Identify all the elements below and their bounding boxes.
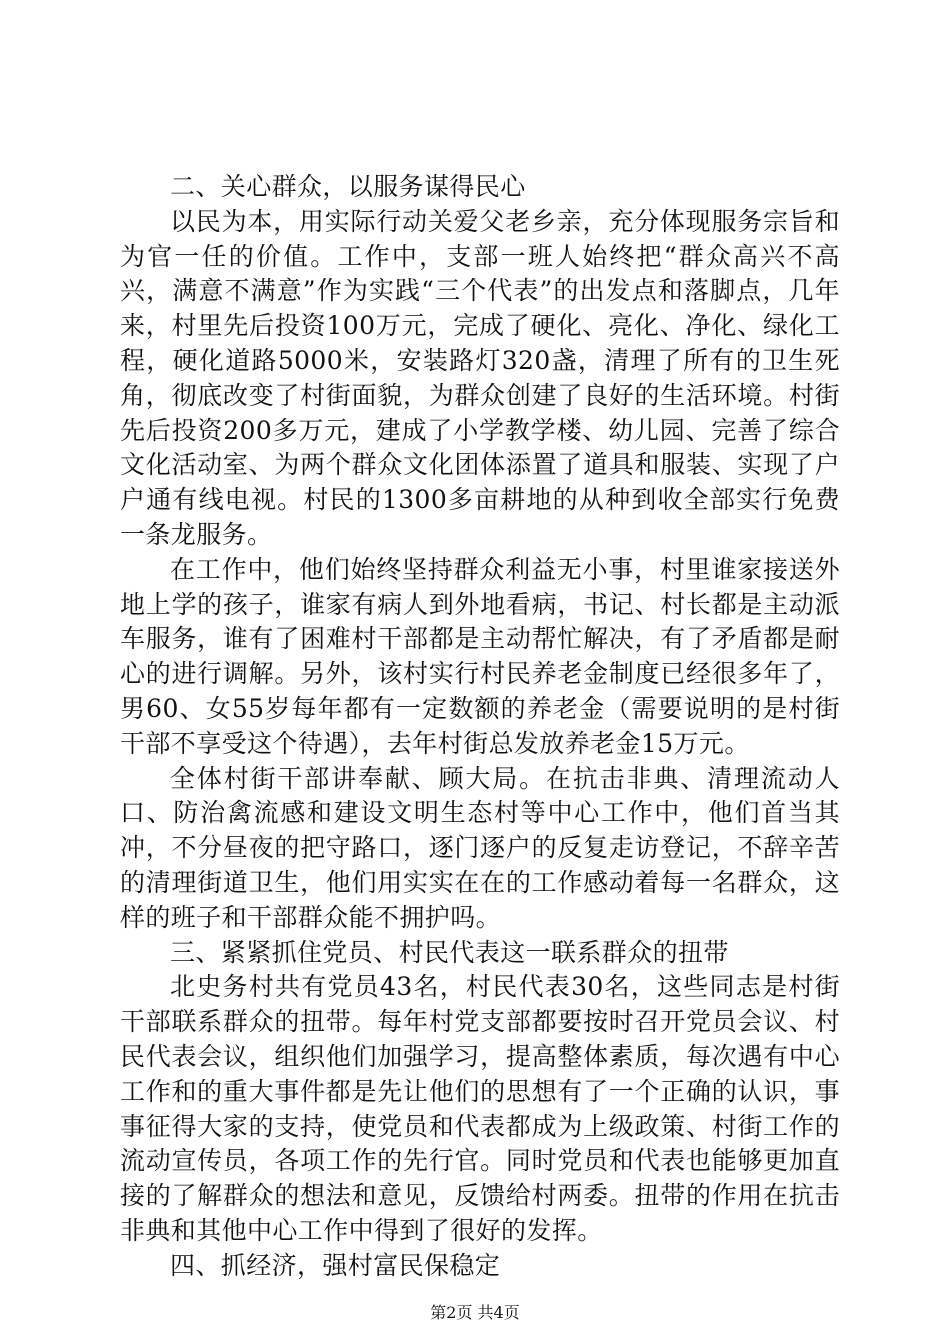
paragraph: 在工作中，他们始终坚持群众利益无小事，村里谁家接送外地上学的孩子，谁家有病人到外地看病，书记、村长都是主动派车服务，谁有了困难村干部都是主动帮忙解决，有了矛盾都是耐心的进行调解。另外，该村实行村民养老金制度已经很多年了，男60、女55岁每年都有一定数额的养老金（需要说明的是村街干部不享受这个待遇），去年村街总发放养老金15万元。 [120,554,840,758]
section-heading-4: 四、抓经济，强村富民保稳定 [170,1250,501,1280]
page-number-footer: 第2页 共4页 [430,1303,520,1322]
paragraph: 全体村街干部讲奉献、顾大局。在抗击非典、清理流动人口、防治禽流感和建设文明生态村等中心工作中，他们首当其冲，不分昼夜的把守路口，逐门逐户的反复走访登记，不辞辛苦的清理街道卫生，他们用实实在在的工作感动着每一名群众，这样的班子和干部群众能不拥护吗。 [120,763,840,932]
paragraph: 以民为本，用实际行动关爱父老乡亲，充分体现服务宗旨和为官一任的价值。工作中，支部一班人始终把“群众高兴不高兴，满意不满意”作为实践“三个代表”的出发点和落脚点，几年来，村里先后投资100万元，完成了硬化、亮化、净化、绿化工程，硬化道路5000米，安装路灯320盏，清理了所有的卫生死角，彻底改变了村街面貌，为群众创建了良好的生活环境。村街先后投资200多万元，建成了小学教学楼、幼儿园、完善了综合文化活动室、为两个群众文化团体添置了道具和服装、实现了户户通有线电视。村民的1300多亩耕地的从种到收全部实行免费一条龙服务。 [120,206,840,549]
section-heading-2: 二、关心群众，以服务谋得民心 [170,172,526,201]
paragraph: 北史务村共有党员43名，村民代表30名，这些同志是村街干部联系群众的扭带。每年村党支部都要按时召开党员会议、村民代表会议，组织他们加强学习，提高整体素质，每次遇有中心工作和的重大事件都是先让他们的思想有了一个正确的认识，事事征得大家的支持，使党员和代表都成为上级政策、村街工作的流动宣传员，各项工作的先行官。同时党员和代表也能够更加直接的了解群众的想法和意见，反馈给村两委。扭带的作用在抗击非典和其他中心工作中得到了很好的发挥。 [120,972,840,1245]
document-body [120,170,840,1284]
section-heading-3: 三、紧紧抓住党员、村民代表这一联系群众的扭带 [170,937,729,967]
